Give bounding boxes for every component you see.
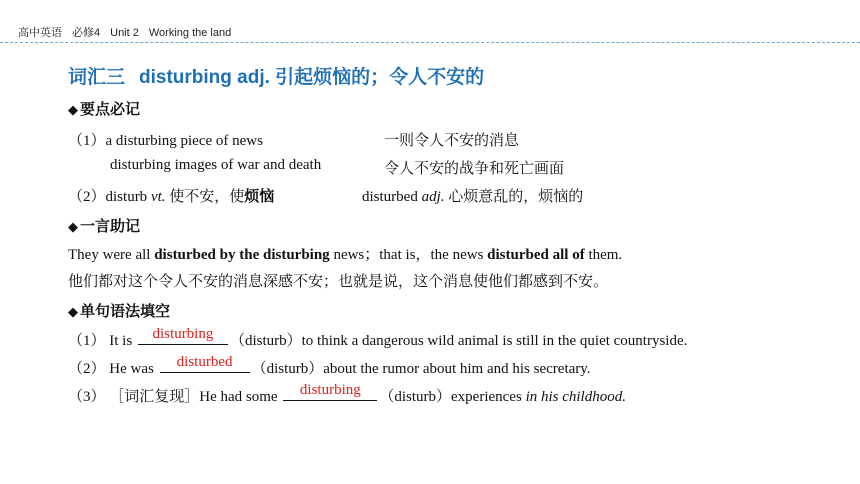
section-exercises — [68, 300, 170, 321]
section-heading: 要点必记 — [80, 101, 141, 118]
sentence-part: They were all — [68, 247, 155, 263]
item-number: （1） — [68, 133, 106, 149]
section-memory-tip — [68, 215, 140, 236]
diamond-icon: ◆ — [68, 102, 78, 117]
example-en: disturbing images of war and death — [110, 157, 322, 173]
answer-text: disturbing — [299, 382, 361, 398]
header-divider — [0, 42, 860, 43]
unit-label: Unit 2 — [110, 27, 139, 39]
item-number: （2） — [68, 361, 106, 377]
definition: 心烦意乱的，烦恼的 — [448, 189, 584, 205]
vocab-title-prefix: 词汇三 — [68, 67, 126, 88]
sentence-part: news；that is，the news — [329, 247, 488, 263]
word-form: disturbed — [362, 189, 418, 205]
sentence-part: （disturb）to think a dangerous wild animal is still in the quiet countryside. — [229, 333, 688, 349]
sentence-bold: disturbed all of — [487, 247, 585, 263]
example-zh: 一则令人不安的消息 — [384, 133, 520, 149]
review-tag: ［词汇复现］ — [109, 389, 200, 405]
sentence-part: It is — [109, 333, 133, 349]
key-point-2 — [68, 185, 274, 206]
answer-blank[interactable] — [160, 354, 250, 373]
part-of-speech: adj. — [421, 189, 445, 205]
book-label: 必修4 — [72, 27, 101, 39]
answer-blank[interactable] — [138, 326, 228, 345]
sentence-part: He had some — [199, 389, 278, 405]
sentence-italic: in his childhood. — [525, 389, 626, 405]
sentence-part: He was — [109, 361, 154, 377]
sentence-part: （disturb）experiences — [379, 389, 526, 405]
example-zh: 令人不安的战争和死亡画面 — [384, 161, 565, 177]
diamond-icon: ◆ — [68, 219, 78, 234]
word-form: disturb — [105, 189, 148, 205]
exercise-3 — [68, 382, 626, 406]
item-number: （3） — [68, 389, 106, 405]
part-of-speech: vt. — [150, 189, 166, 205]
exercise-2 — [68, 354, 591, 378]
section-heading: 单句语法填空 — [80, 303, 171, 320]
section-key-points — [68, 98, 140, 119]
sentence-bold: disturbed by the disturbing — [154, 247, 330, 263]
answer-blank[interactable] — [283, 382, 377, 401]
definition: 使不安，使 — [169, 189, 245, 205]
memory-sentence-en — [68, 243, 622, 264]
sentence-part: （disturb）about the rumor about him and his secretary. — [251, 361, 591, 377]
page-header — [18, 24, 241, 40]
vocab-title-word: disturbing adj. 引起烦恼的；令人不安的 — [139, 67, 485, 88]
answer-text: disturbing — [152, 326, 214, 342]
vocab-title — [68, 62, 484, 89]
item-number: （2） — [68, 189, 106, 205]
memory-sentence-zh: 他们都对这个令人不安的消息深感不安；也就是说，这个消息使他们都感到不安。 — [68, 274, 609, 290]
item-number: （1） — [68, 333, 106, 349]
section-heading: 一言助记 — [80, 218, 141, 235]
diamond-icon: ◆ — [68, 304, 78, 319]
exercise-1 — [68, 326, 688, 350]
sentence-part: them. — [584, 247, 623, 263]
course-label: 高中英语 — [18, 27, 62, 39]
key-point-1 — [68, 129, 263, 150]
key-point-2-derivative — [362, 185, 583, 206]
definition-bold: 烦恼 — [244, 189, 275, 205]
example-en: a disturbing piece of news — [105, 133, 263, 149]
answer-text: disturbed — [176, 354, 233, 370]
unit-title: Working the land — [148, 27, 232, 39]
